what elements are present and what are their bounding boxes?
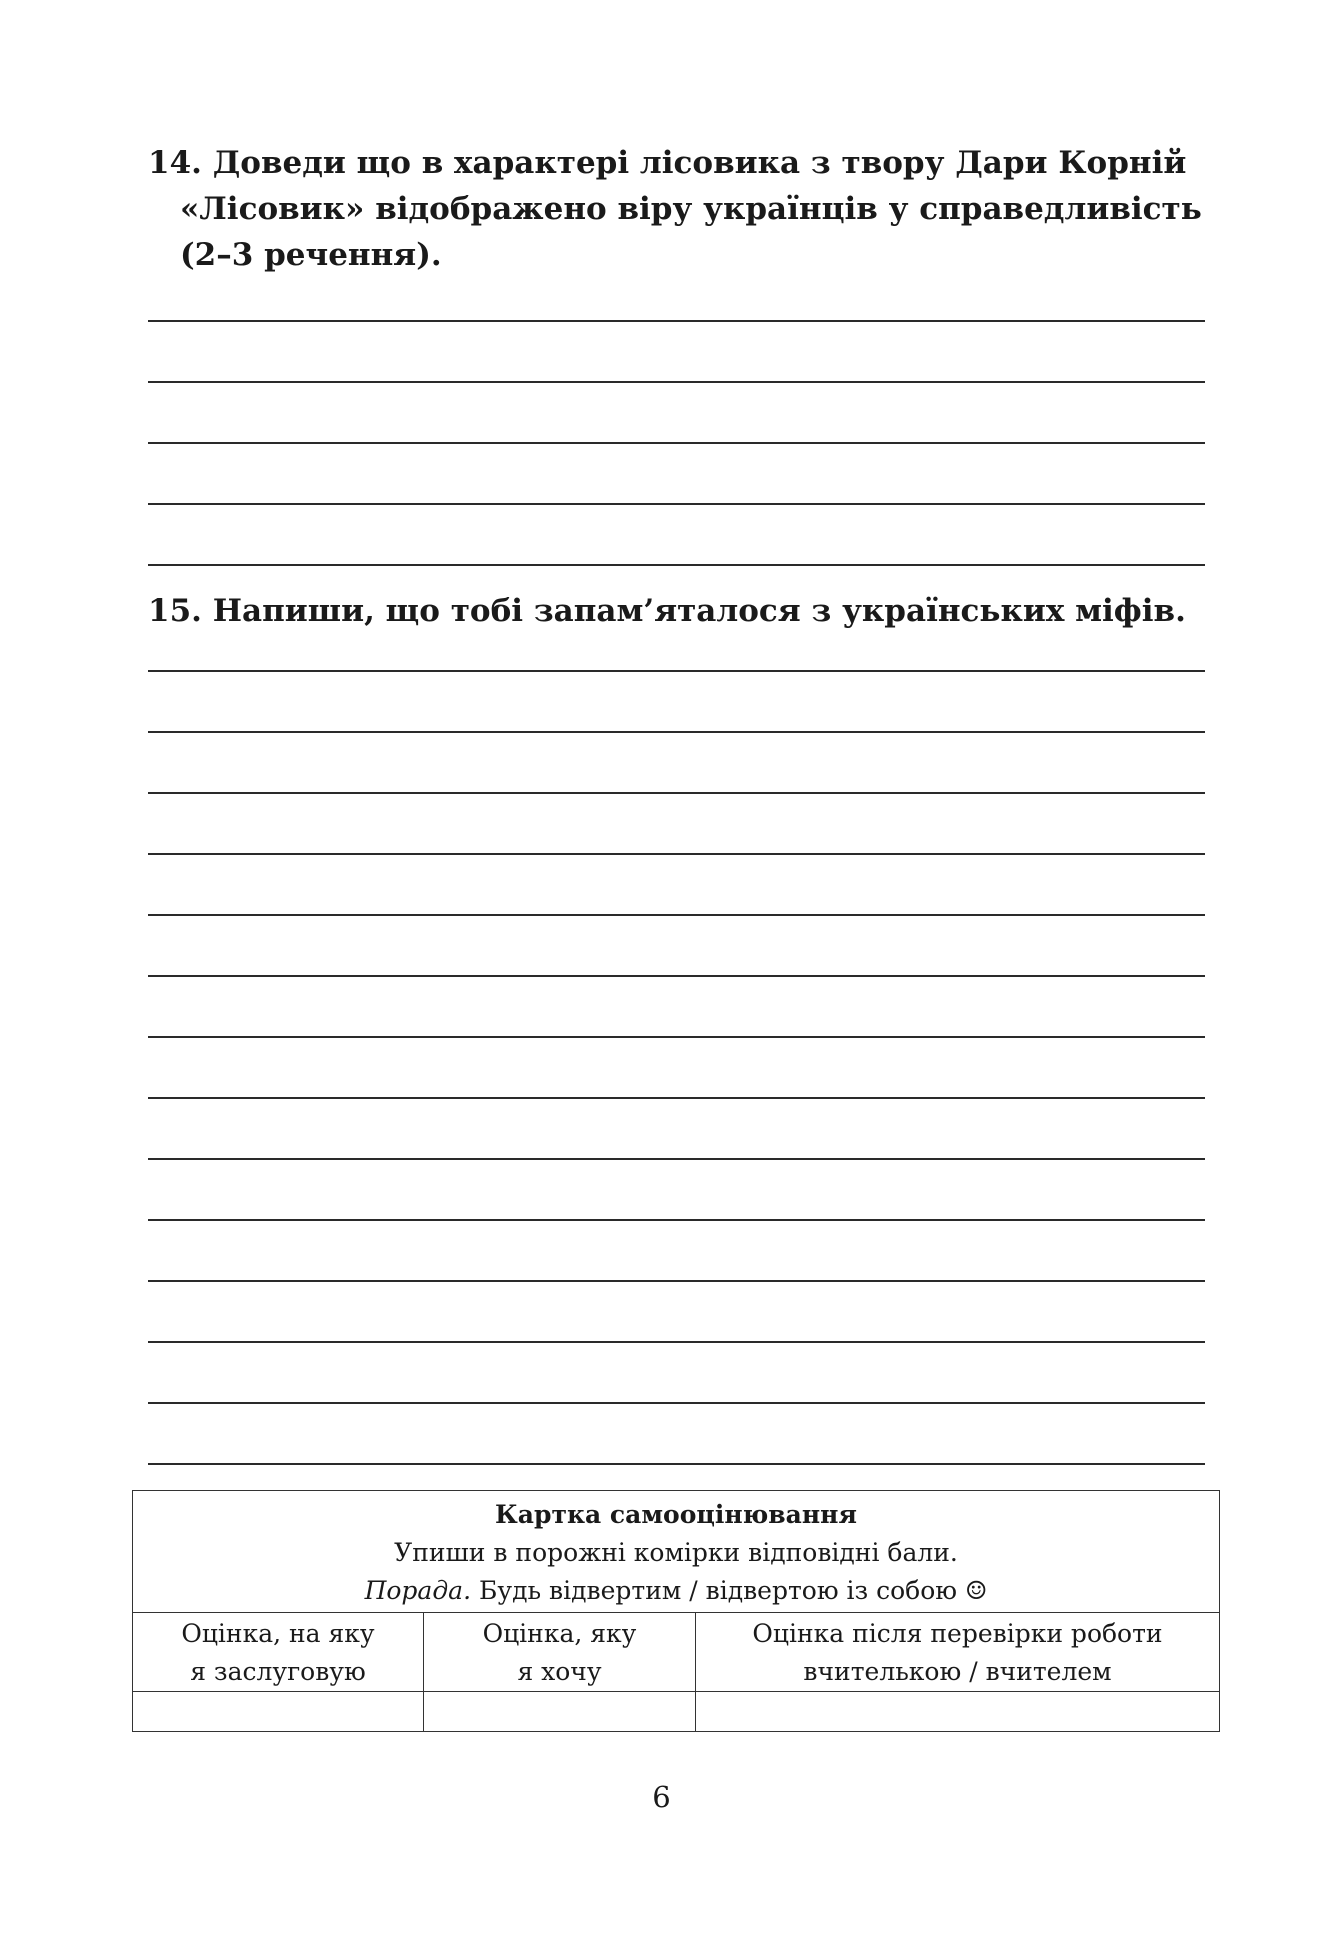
task-14-number: 14. [148,145,202,181]
answer-line[interactable] [148,731,1205,733]
card-tip-label: Порада. [364,1576,472,1605]
card-title: Картка самооцінювання [495,1500,857,1529]
task-14-line-2: «Лісовик» відображено віру українців у справедливість [180,191,1202,227]
answer-line[interactable] [148,503,1205,505]
column-header: Оцінка після перевірки роботи вчителькою / вчителем [752,1619,1163,1686]
answer-line[interactable] [148,442,1205,444]
answer-line[interactable] [148,1219,1205,1221]
answer-line[interactable] [148,1463,1205,1465]
task-14-prompt [148,140,1208,278]
task-15-line-1: 15. Напиши, що тобі запам’яталося з українських міфів. [148,593,1186,629]
answer-line[interactable] [148,792,1205,794]
card-instruction: Упиши в порожні комірки відповідні бали. [394,1538,958,1567]
teacher-grade-cell[interactable] [696,1692,1219,1731]
answer-line[interactable] [148,381,1205,383]
self-assessment-card [132,1490,1220,1732]
task-14-line-3: (2–3 речення). [180,237,442,273]
column-header: Оцінка, яку я хочу [482,1619,637,1686]
task-14-line-1: 14. Доведи що в характері лісовика з твору Дари Корній [148,145,1187,181]
task-15-number: 15. [148,593,202,629]
answer-line[interactable] [148,1158,1205,1160]
answer-line[interactable] [148,670,1205,672]
answer-line[interactable] [148,564,1205,566]
card-tip-text: Будь відвертим / відвертою із собою ☺ [471,1576,988,1605]
answer-line[interactable] [148,914,1205,916]
answer-line[interactable] [148,853,1205,855]
answer-line[interactable] [148,320,1205,322]
task-15-prompt [148,588,1208,634]
desired-grade-cell[interactable] [424,1692,696,1731]
answer-line[interactable] [148,1402,1205,1404]
answer-line[interactable] [148,1280,1205,1282]
card-header [133,1491,1219,1613]
answer-line[interactable] [148,1097,1205,1099]
deserved-grade-cell[interactable] [133,1692,424,1731]
card-tip [133,1573,1219,1609]
answer-line[interactable] [148,1341,1205,1343]
answer-line[interactable] [148,1036,1205,1038]
column-header: Оцінка, на яку я заслуговую [181,1619,375,1686]
answer-line[interactable] [148,975,1205,977]
page-number: 6 [652,1780,671,1814]
